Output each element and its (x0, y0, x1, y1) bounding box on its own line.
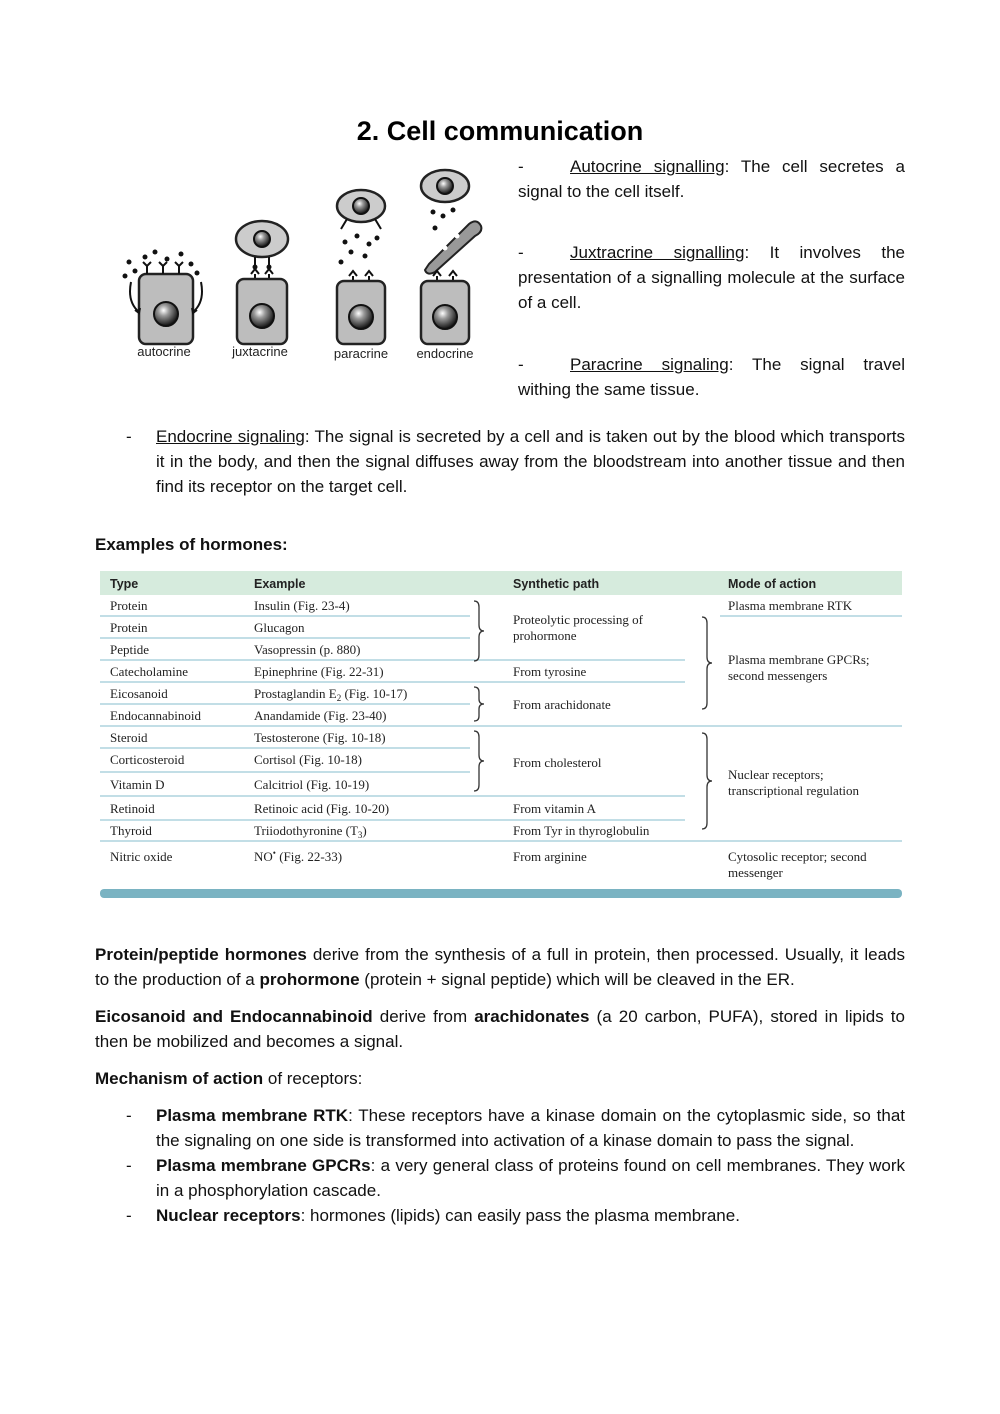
figure-label-autocrine: autocrine (137, 344, 191, 359)
table-row-type: Catecholamine (110, 664, 188, 679)
endocrine-term: Endocrine signaling (156, 427, 305, 446)
table-row-type: Peptide (110, 642, 149, 657)
synthetic-arachidonate: From arachidonate (513, 697, 611, 712)
mode-messenger: messenger (728, 865, 783, 880)
mechanism-list (95, 1103, 905, 1228)
synthetic-tyrosine: From tyrosine (513, 664, 587, 679)
table-row-type: Protein (110, 620, 148, 635)
table-row-type: Vitamin D (110, 777, 165, 792)
paracrine-cell (337, 190, 385, 344)
eicosanoid-paragraph: Eicosanoid and Endocannabinoid derive from arachidonates (a 20 carbon, PUFA), stored in lipids to then be mobilized and becomes a signal. (95, 1007, 905, 1051)
table-row-example: NO• (Fig. 22-33) (254, 848, 343, 864)
mode-transcriptional: transcriptional regulation (728, 783, 860, 798)
table-row-type: Eicosanoid (110, 686, 168, 701)
list-item: - Plasma membrane GPCRs: a very general class of proteins found on cell membranes. They work in a phosphorylation cascade. (126, 1156, 905, 1200)
autocrine-term: Autocrine signalling (570, 157, 725, 176)
synthetic-arginine: From arginine (513, 849, 587, 864)
figure-label-endocrine: endocrine (416, 346, 474, 361)
table-row-type: Corticosteroid (110, 752, 185, 767)
juxtacrine-term: Juxtracrine signalling (570, 243, 745, 262)
table-row-example: Calcitriol (Fig. 10-19) (254, 777, 370, 792)
mode-nuclear: Nuclear receptors; (728, 767, 824, 782)
table-row-example: Retinoic acid (Fig. 10-20) (254, 801, 390, 816)
mode-gpcr: Plasma membrane GPCRs; (728, 652, 870, 667)
table-row-type: Retinoid (110, 801, 155, 816)
synthetic-proteolytic: Proteolytic processing of (513, 612, 643, 627)
paracrine-bullet: - Paracrine signaling: The signal travel withing the same tissue. (518, 355, 905, 399)
autocrine-bullet: - Autocrine signalling: The cell secretes a signal to the cell itself. (518, 157, 905, 201)
table-row-type: Protein (110, 598, 148, 613)
table-row-example: Triiodothyronine $(T_3)$ (254, 823, 367, 840)
mechanism-paragraph: Mechanism of action of receptors: (95, 1069, 363, 1088)
table-row-example: Anandamide (Fig. 23-40) (254, 708, 387, 723)
table-row-example: Prostaglandin $E_2$ (Fig. 10-17) (254, 686, 408, 703)
table-row-example: Cortisol (Fig. 10-18) (254, 752, 362, 767)
juxtacrine-bullet: - Juxtracrine signalling: It involves the presentation of a signalling molecule at the surface of a cell. (518, 243, 906, 312)
signalling-figure (117, 164, 497, 376)
paracrine-term: Paracrine signaling (570, 355, 729, 374)
header-type: Type (110, 577, 139, 591)
table-row-example: Vasopressin (p. 880) (254, 642, 361, 657)
synthetic-tyr-thyroglobulin: From Tyr in thyroglobulin (513, 823, 650, 838)
table-row-type: Nitric oxide (110, 849, 173, 864)
figure-label-paracrine: paracrine (333, 346, 389, 361)
mode-rtk: Plasma membrane RTK (728, 598, 853, 613)
header-synthetic-path: Synthetic path (513, 577, 600, 591)
list-item: - Plasma membrane RTK: These receptors have a kinase domain on the cytoplasmic side, so that the signaling on one side is transformed into activation of a kinase domain to pass the signal. (126, 1106, 906, 1150)
autocrine-cell (123, 250, 203, 345)
synthetic-cholesterol: From cholesterol (513, 755, 602, 770)
list-item: - Nuclear receptors: hormones (lipids) can easily pass the plasma membrane. (126, 1206, 740, 1225)
synthetic-vitamin-a: From vitamin A (513, 801, 597, 816)
figure-label-juxtacrine: juxtacrine (232, 344, 288, 359)
synthetic-prohormone: prohormone (513, 628, 577, 643)
hormones-heading: Examples of hormones: (95, 535, 288, 554)
table-row-example: Glucagon (254, 620, 305, 635)
mode-second-messengers: second messengers (728, 668, 828, 683)
table-row-example: Insulin (Fig. 23-4) (254, 598, 350, 613)
table-row-type: Endocannabinoid (110, 708, 201, 723)
protein-hormones-paragraph: Protein/peptide hormones derive from the synthesis of a full in protein, then processed. Usually, it leads to the production of a prohormone (protein + signal peptide) which will be cleaved in the ER. (95, 945, 905, 989)
mode-cytosolic: Cytosolic receptor; second (728, 849, 867, 864)
table-bottom-bar (100, 889, 902, 898)
endocrine-bullet: - Endocrine signaling: The signal is secreted by a cell and is taken out by the blood which transports it in the body, and then the signal diffuses away from the bloodstream into another tissue and then find its receptor on the target cell. (126, 427, 905, 496)
table-row-type: Thyroid (110, 823, 152, 838)
juxtacrine-cell (236, 221, 288, 344)
header-example: Example (254, 577, 306, 591)
header-mode-of-action: Mode of action (728, 577, 817, 591)
table-row-example: Testosterone (Fig. 10-18) (254, 730, 386, 745)
endocrine-cell (421, 170, 481, 344)
page-title: 2. Cell communication (356, 116, 644, 146)
table-row-example: Epinephrine (Fig. 22-31) (254, 664, 384, 679)
hormones-table (100, 571, 902, 898)
table-row-type: Steroid (110, 730, 148, 745)
